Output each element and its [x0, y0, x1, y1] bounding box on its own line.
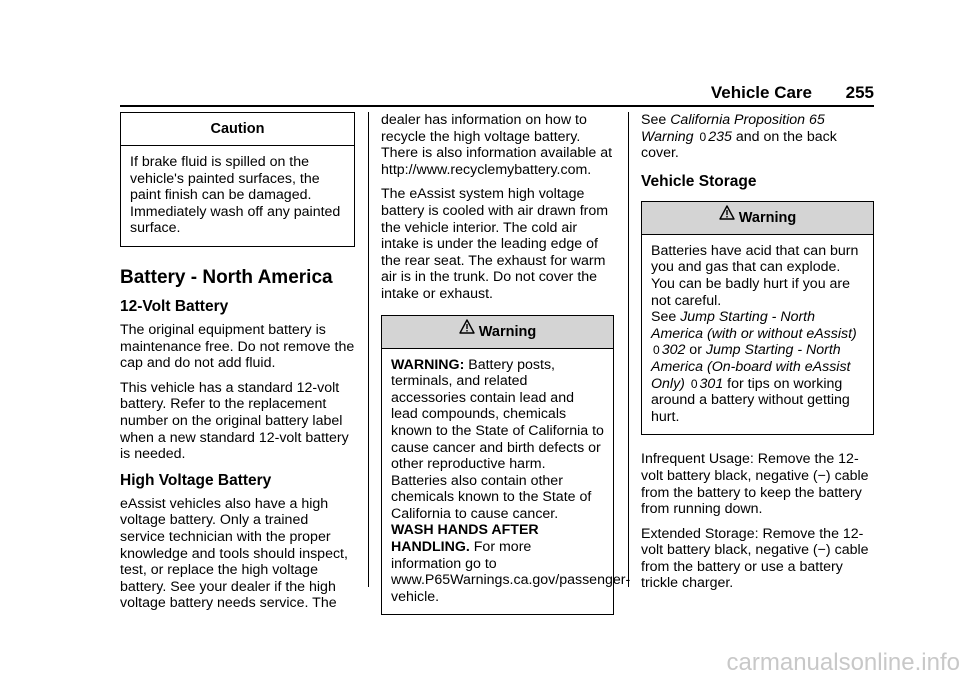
warning-triangle-icon [459, 314, 475, 346]
heading-high-voltage-battery: High Voltage Battery [120, 471, 272, 489]
paragraph: Extended Storage: Remove the 12-volt battery black, negative (−) cable from the battery or use a battery trickle charger. [641, 525, 869, 592]
cross-reference[interactable]: Jump Starting - North America (with or without eAssist) [651, 309, 857, 342]
warning-text: Batteries have acid that can burn you and gas that can explode. You can be badly hurt if you are not careful. [651, 242, 859, 309]
column-1 [120, 112, 355, 620]
page-header [120, 83, 874, 107]
paragraph: eAssist vehicles also have a high voltage battery. Only a trained service technician with the proper knowledge and tools should inspect, test, or replace the high voltage battery. See your dealer if the high voltage battery needs service. The [120, 495, 348, 612]
warning-box [641, 201, 874, 436]
column-3 [641, 112, 874, 600]
warning-header [642, 202, 873, 235]
warning-title: Warning [478, 323, 537, 340]
watermark: carmanualsonline.info [726, 649, 960, 676]
warning-emphasis: WASH HANDS AFTER HANDLING. [391, 522, 539, 556]
cross-reference[interactable]: Jump Starting - North America (On-board with eAssist Only) [651, 342, 851, 392]
caution-box [120, 112, 355, 247]
warning-triangle-icon [719, 200, 735, 232]
heading-vehicle-storage: Vehicle Storage [641, 172, 757, 190]
page-number: 255 [845, 83, 874, 102]
caution-text: If brake fluid is spilled on the vehicle's painted surfaces, the paint finish can be damaged. Immediately wash off any painted surface. [130, 154, 341, 237]
page-reference[interactable]: 302 [661, 342, 686, 359]
paragraph-see-reference: See California Proposition 65 Warning 0 235 and on the back cover. [641, 112, 837, 162]
paragraph: The original equipment battery is maintenance free. Do not remove the cap and do not add fluid. [120, 321, 355, 372]
section-title: Vehicle Care [710, 83, 812, 102]
warning-see: See Jump Starting - North America (with or without eAssist) 0 302 or Jump Starting - North America (On-board with eAssist Only) 0 301 for tips on working around a battery without getting hurt. [651, 309, 857, 425]
paragraph: dealer has information on how to recycle the high voltage battery. There is also information available at http://www.recyclemybattery.com. [381, 112, 613, 178]
caution-title: Caution [121, 113, 354, 146]
warning-box [381, 315, 631, 616]
warning-title: Warning [738, 209, 797, 226]
warning-lead: WARNING: [391, 356, 465, 373]
column-2 [381, 112, 631, 623]
page-ref-icon: 0 [690, 376, 698, 391]
warning-text: WARNING: Battery posts, terminals, and related accessories contain lead and lead compounds, chemicals known to the State of California to cause cancer and birth defects or other reproductive harm. Batteries also contain other chemicals known to the State of California to cause cancer. WASH HANDS AFTER HANDLING. For more information go to www.P65Warnings.ca.gov/passenger-vehicle. [391, 356, 631, 605]
column-divider [368, 112, 369, 587]
paragraph: This vehicle has a standard 12-volt battery. Refer to the replacement number on the original battery label when a new standard 12-volt battery is needed. [120, 379, 349, 463]
column-divider [628, 112, 629, 587]
paragraph: Infrequent Usage: Remove the 12-volt battery black, negative (−) cable from the battery to keep the battery from running down. [641, 451, 869, 518]
cross-reference[interactable]: California Proposition 65 Warning [641, 112, 825, 145]
page-reference[interactable]: 235 [708, 128, 732, 145]
heading-12v-battery: 12-Volt Battery [120, 297, 229, 315]
warning-header [382, 316, 613, 349]
heading-battery: Battery - North America [120, 266, 333, 288]
page-reference[interactable]: 301 [699, 375, 724, 392]
paragraph: The eAssist system high voltage battery is cooled with air drawn from the vehicle interior. The cold air intake is under the leading edge of the rear seat. The exhaust for warm air is in the trunk. Do not cover the intake or exhaust. [381, 186, 609, 302]
page-ref-icon: 0 [653, 343, 660, 358]
page-ref-icon: 0 [699, 129, 707, 144]
